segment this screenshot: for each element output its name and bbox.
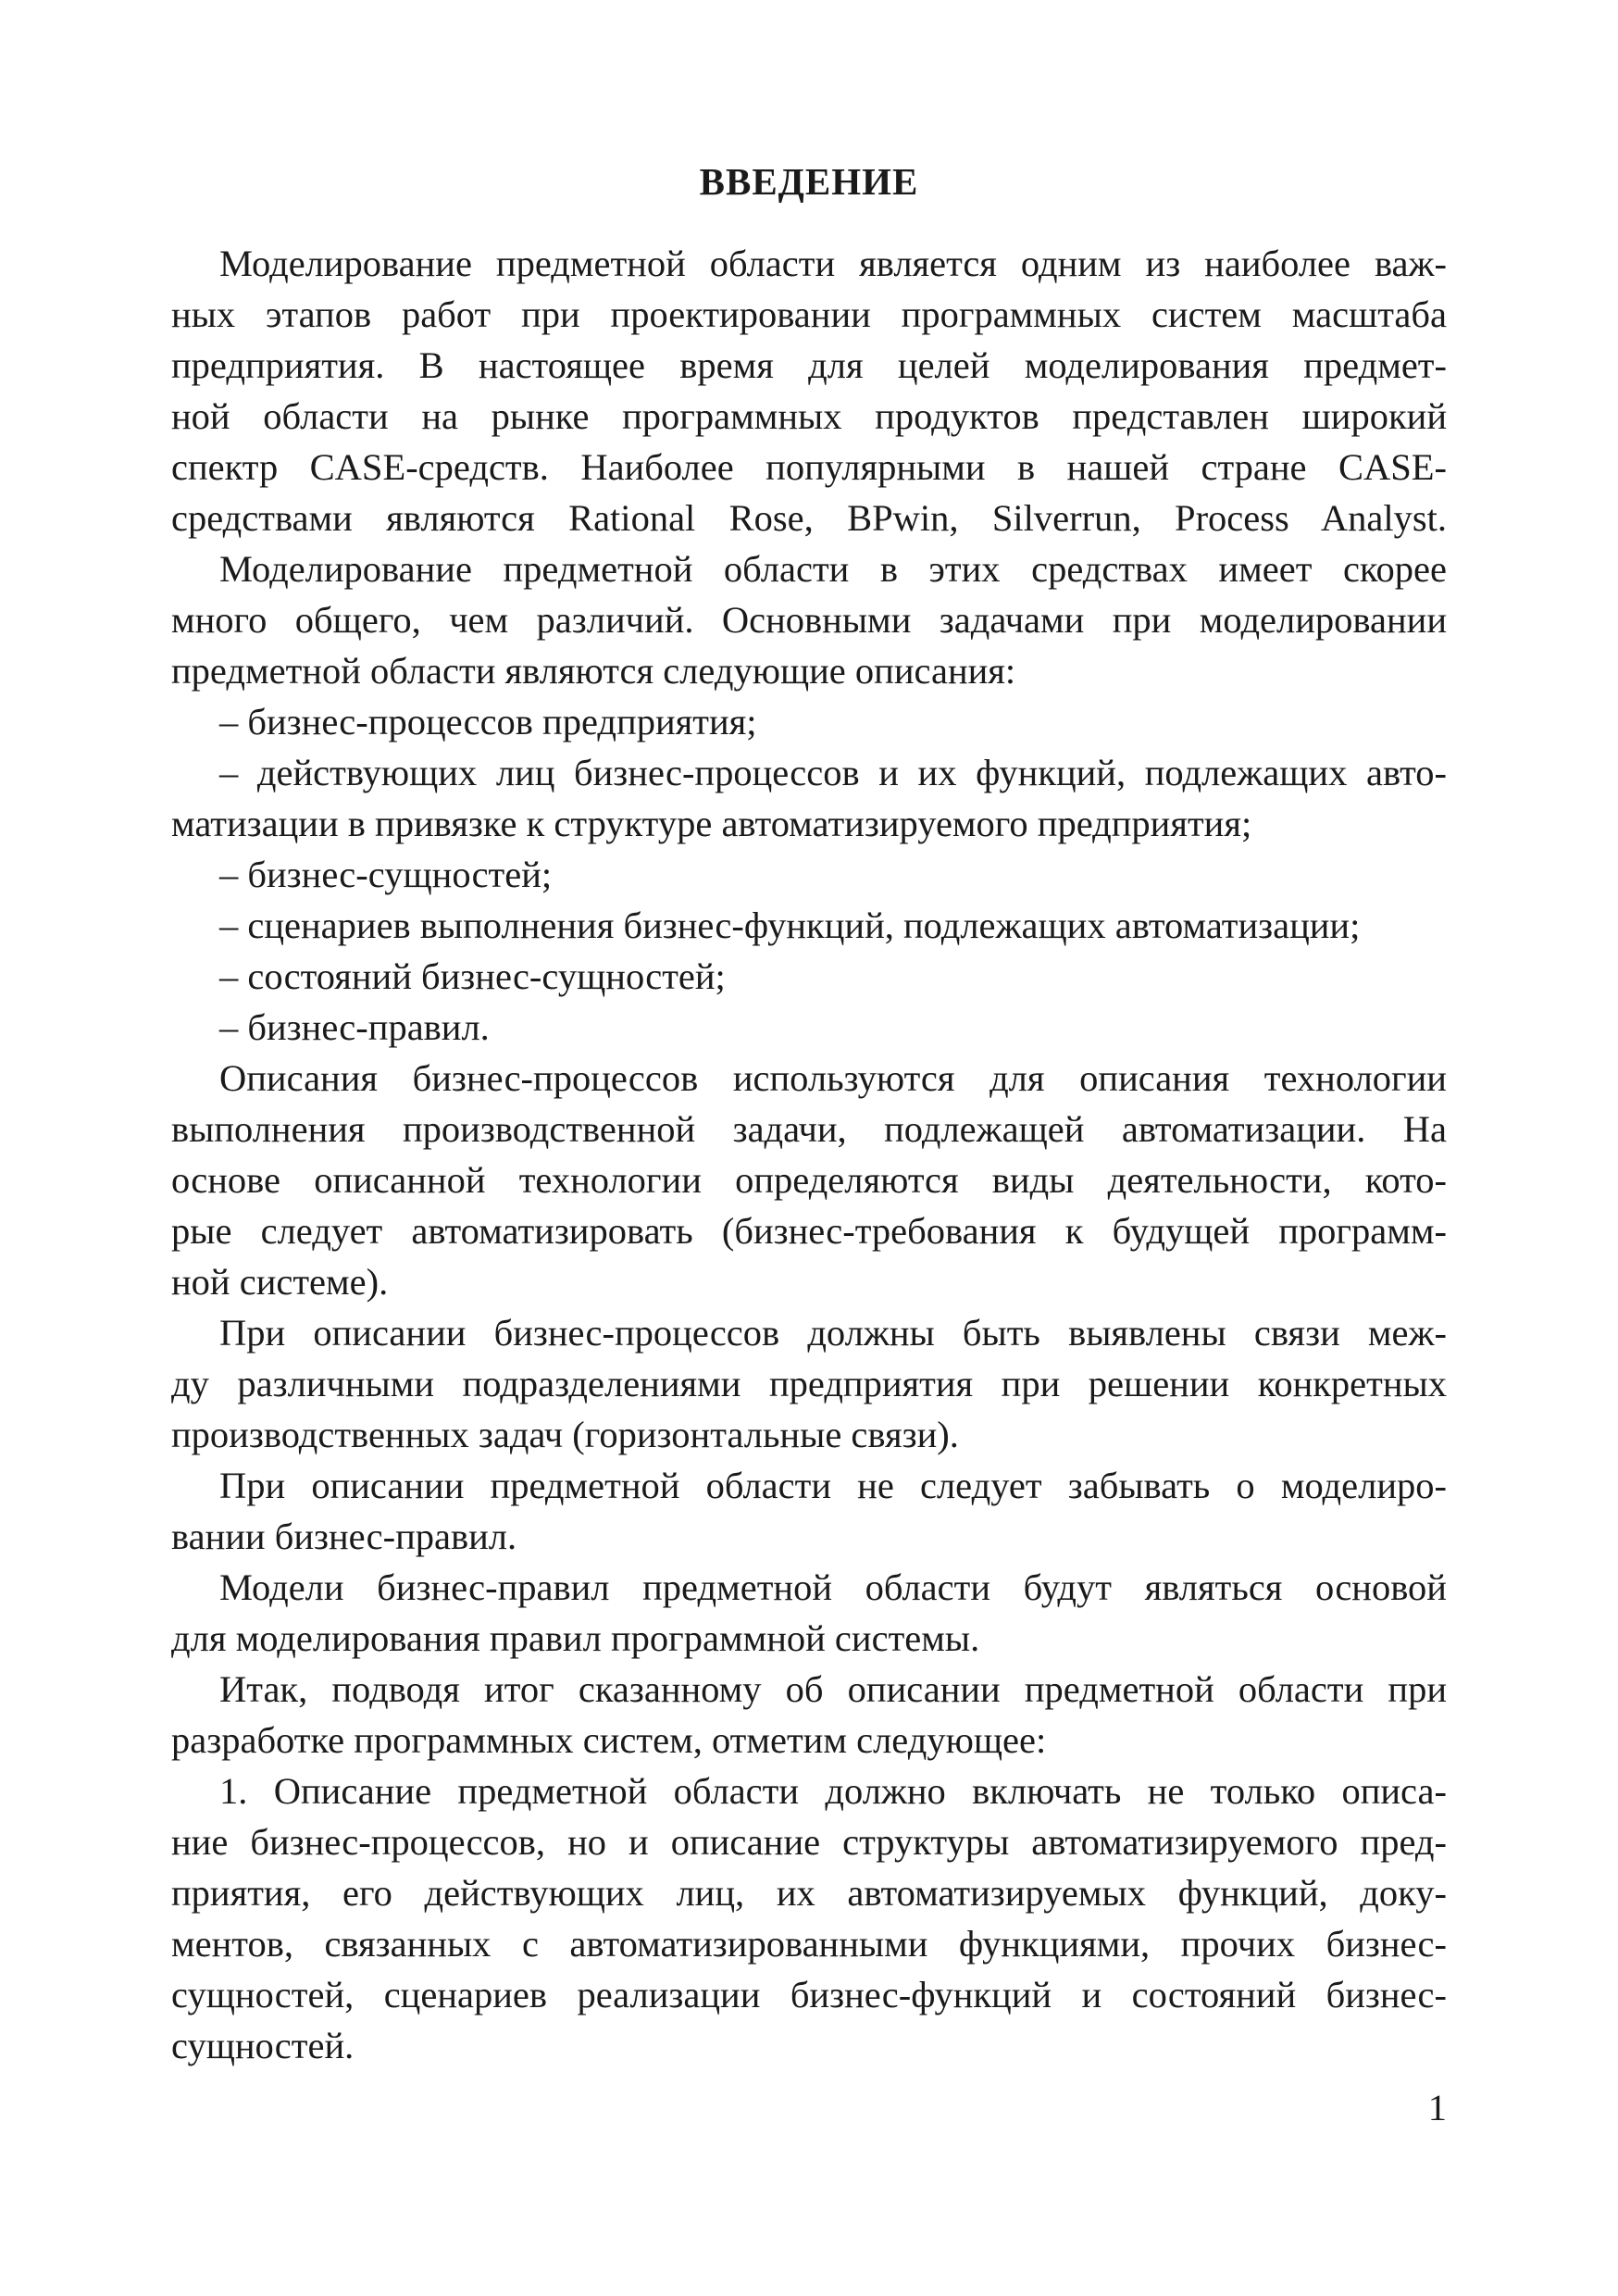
text-line: производственных задач (горизонтальные связи). (171, 1414, 959, 1455)
list-item: – состояний бизнес-сущностей; (219, 955, 726, 997)
text-line: Описания бизнес-процессов используются для описания технологии (219, 1057, 1447, 1099)
list-item: – сценариев выполнения бизнес-функций, подлежащих автоматизации; (219, 905, 1361, 946)
page-title: ВВЕДЕНИЕ (699, 160, 919, 203)
text-line: приятия, его действующих лиц, их автоматизируемых функций, доку- (171, 1872, 1447, 1914)
text-line: выполнения производственной задачи, подлежащей автоматизации. На (171, 1108, 1447, 1150)
text-line: вании бизнес-правил. (171, 1516, 517, 1557)
text-line: Моделирование предметной области является одним из наиболее важ- (219, 243, 1447, 284)
text-line: ние бизнес-процессов, но и описание структуры автоматизируемого пред- (171, 1821, 1447, 1863)
text-line: сущностей. (171, 2025, 355, 2066)
text-line: спектр CASE-средств. Наиболее популярными в нашей стране CASE- (171, 446, 1447, 488)
text-line: предметной области являются следующие описания: (171, 650, 1016, 692)
text-line: Моделирование предметной области в этих средствах имеет скорее (219, 548, 1447, 590)
text-line: При описании предметной области не следует забывать о моделиро- (219, 1465, 1447, 1506)
text-line: ной системе). (171, 1261, 389, 1303)
text-line: ду различными подразделениями предприятия при решении конкретных (171, 1363, 1447, 1404)
text-line: При описании бизнес-процессов должны быть выявлены связи меж- (219, 1312, 1447, 1354)
text-line: ной области на рынке программных продуктов представлен широкий (171, 395, 1447, 437)
text-line: рые следует автоматизировать (бизнес-требования к будущей программ- (171, 1210, 1447, 1252)
text-line: сущностей, сценариев реализации бизнес-функций и состояний бизнес- (171, 1974, 1447, 2015)
text-line: 1. Описание предметной области должно включать не только описа- (219, 1770, 1447, 1812)
text-line: Модели бизнес-правил предметной области будут являться основой (219, 1566, 1447, 1608)
text-line: разработке программных систем, отметим следующее: (171, 1719, 1047, 1761)
list-item: – бизнес-процессов предприятия; (219, 701, 757, 742)
text-line: средствами являются Rational Rose, BPwin, Silverrun, Process Analyst. (171, 497, 1447, 539)
page-number: 1 (1427, 2087, 1447, 2128)
list-item: – бизнес-сущностей; (219, 854, 553, 895)
text-line: ных этапов работ при проектировании программных систем масштаба (171, 293, 1447, 335)
text-line: основе описанной технологии определяются виды деятельности, кото- (171, 1159, 1447, 1201)
text-line: Итак, подводя итог сказанному об описании предметной области при (219, 1668, 1447, 1710)
text-line: матизации в привязке к структуре автоматизируемого предприятия; (171, 803, 1252, 844)
list-item: – бизнес-правил. (219, 1006, 490, 1048)
text-line: предприятия. В настоящее время для целей моделирования предмет- (171, 344, 1447, 386)
text-line: для моделирования правил программной системы. (171, 1617, 980, 1659)
list-item: – действующих лиц бизнес-процессов и их функций, подлежащих авто- (219, 752, 1447, 793)
text-line: ментов, связанных с автоматизированными функциями, прочих бизнес- (171, 1923, 1447, 1965)
text-line: много общего, чем различий. Основными задачами при моделировании (171, 599, 1447, 641)
